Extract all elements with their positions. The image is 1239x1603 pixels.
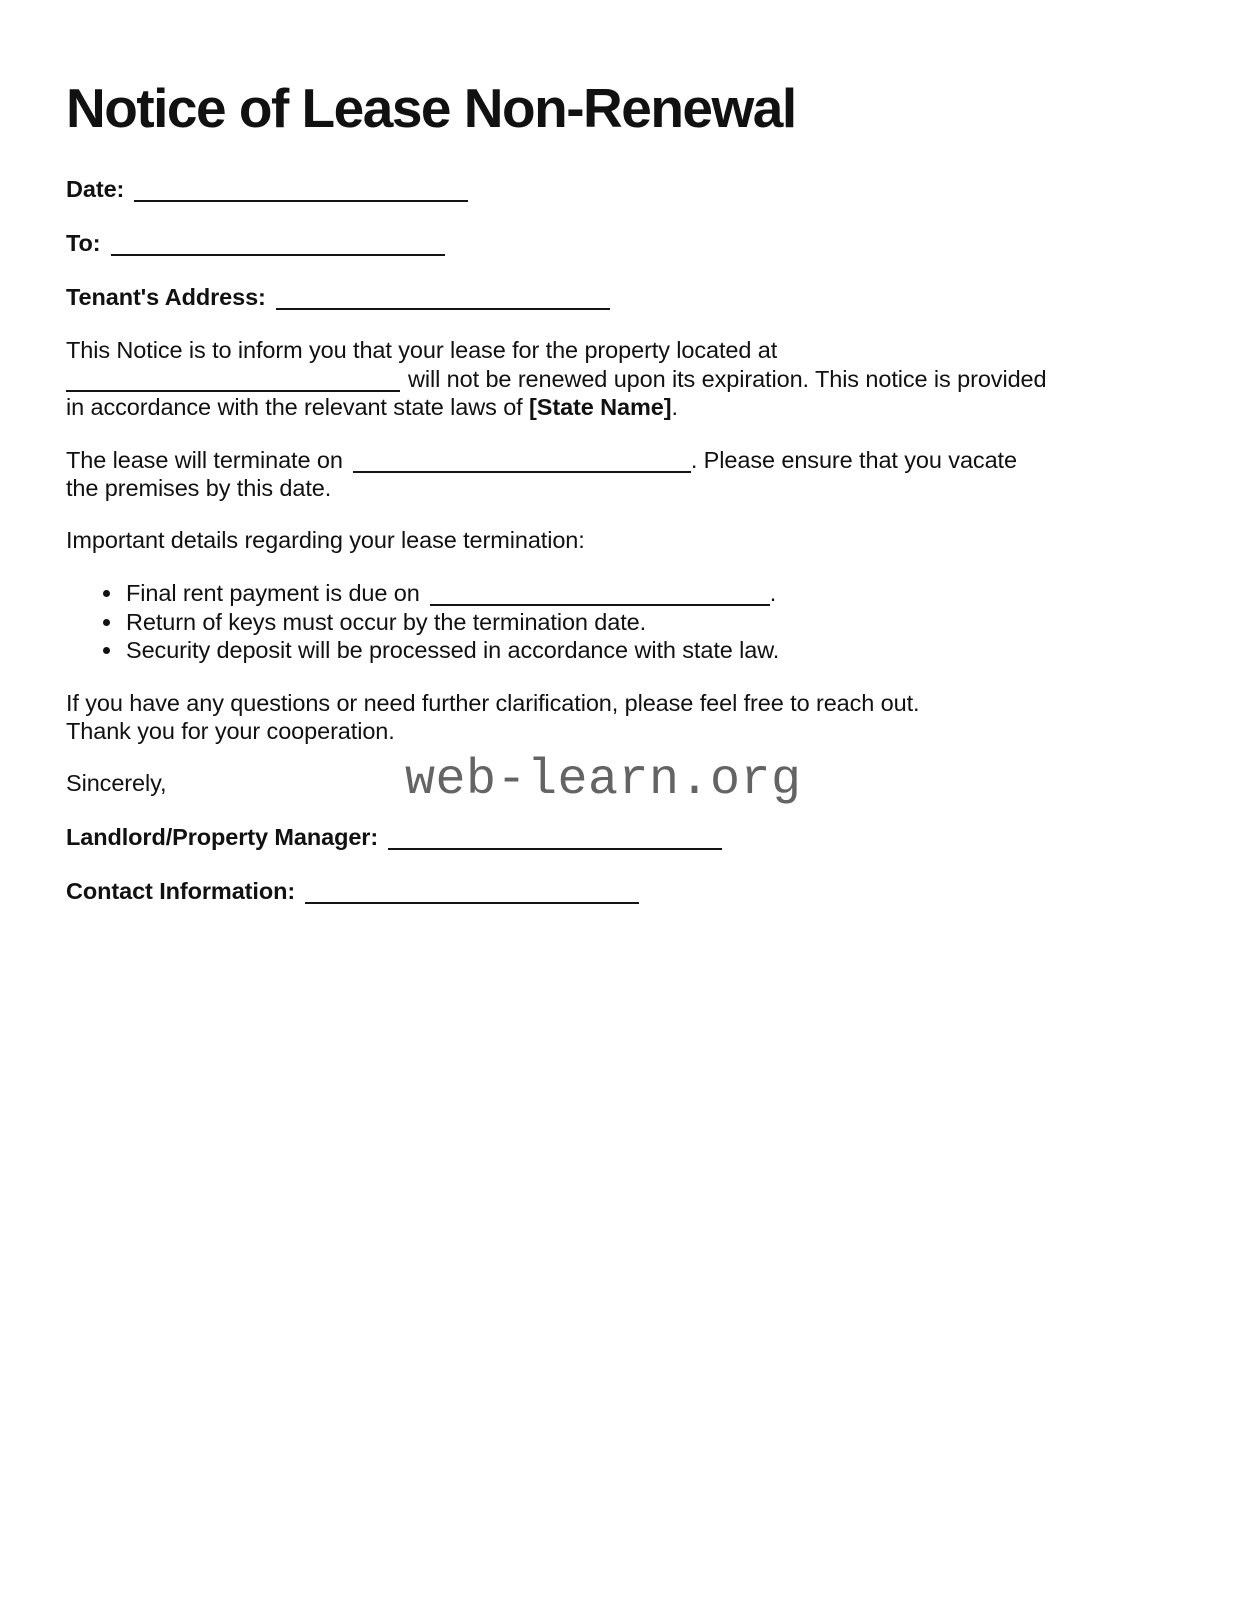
- contact-label: Contact Information:: [66, 877, 296, 904]
- date-field: [66, 174, 1143, 203]
- termination-date-blank-line: [353, 445, 691, 473]
- to-blank-line: [111, 228, 445, 256]
- termination-after-blank: . Please ensure that you vacate: [690, 447, 1017, 473]
- termination-before-blank: The lease will terminate on: [66, 447, 343, 473]
- to-field: [66, 228, 1143, 257]
- termination-paragraph: [66, 445, 1143, 502]
- details-list: [66, 578, 1143, 665]
- watermark-text: web-learn.org: [405, 752, 802, 809]
- state-name-placeholder: [State Name]: [529, 394, 672, 420]
- final-rent-period: .: [769, 580, 777, 606]
- intro-line-3-text: in accordance with the relevant state laws of: [66, 394, 530, 420]
- list-item-keys-return: • Return of keys must occur by the termination date.: [124, 608, 1143, 637]
- landlord-label: Landlord/Property Manager:: [66, 823, 379, 850]
- intro-line-3: [66, 394, 678, 420]
- intro-line-3-period: .: [671, 394, 678, 420]
- intro-paragraph: [66, 336, 1143, 421]
- tenant-address-blank-line: [276, 282, 610, 310]
- intro-line-1: This Notice is to inform you that your lease for the property located at: [66, 337, 778, 363]
- contact-field: [66, 876, 1143, 905]
- contact-blank-line: [305, 876, 639, 904]
- intro-line-2-text: will not be renewed upon its expiration. This notice is provided: [408, 366, 1047, 392]
- closing-line-1: If you have any questions or need further clarification, please feel free to reach out.: [66, 689, 920, 716]
- property-address-blank-line: [66, 364, 400, 392]
- closing-paragraph: [66, 689, 1143, 745]
- tenant-address-label: Tenant's Address:: [66, 284, 266, 310]
- landlord-field: [66, 822, 1143, 851]
- document-title: Notice of Lease Non-Renewal: [66, 77, 796, 139]
- landlord-blank-line: [388, 822, 722, 850]
- final-rent-before-blank: Final rent payment is due on: [126, 580, 420, 606]
- final-rent-blank-line: [430, 578, 770, 606]
- closing-line-2: Thank you for your cooperation.: [66, 717, 395, 744]
- list-item-final-rent: [124, 578, 1143, 608]
- intro-line-2: [66, 366, 1046, 392]
- details-heading: Important details regarding your lease termination:: [66, 527, 585, 553]
- termination-line-2: the premises by this date.: [66, 475, 332, 501]
- sincerely-line: Sincerely,: [66, 769, 167, 796]
- termination-line-1: [66, 447, 1017, 473]
- date-label: Date:: [66, 176, 125, 202]
- to-label: To:: [66, 230, 101, 256]
- list-item-security-deposit: • Security deposit will be processed in accordance with state law.: [124, 636, 1143, 665]
- date-blank-line: [134, 174, 468, 202]
- tenant-address-field: [66, 282, 1143, 311]
